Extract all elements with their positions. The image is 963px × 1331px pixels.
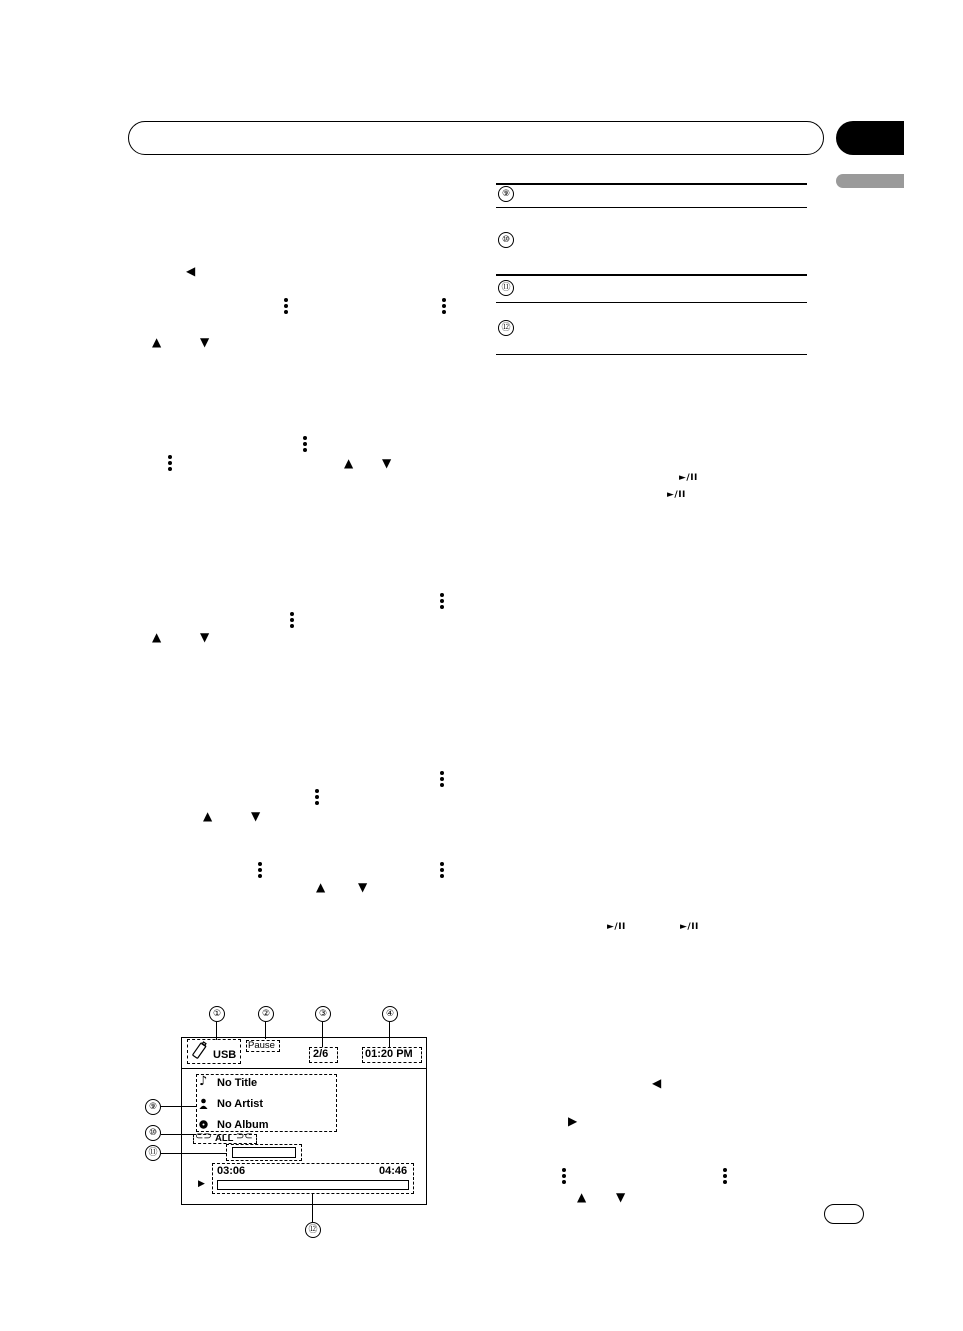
- repeat-icon: ⊂⊃: [195, 1131, 212, 1142]
- info-field: [232, 1147, 296, 1158]
- callout-4: ④: [382, 1006, 398, 1022]
- legend-number: ⑪: [498, 280, 514, 296]
- clock: 01:20 PM: [365, 1048, 413, 1060]
- language-tab: [836, 174, 904, 188]
- elapsed-time: 03:06: [217, 1165, 246, 1177]
- leader-line: [312, 1194, 313, 1222]
- left-arrow-icon: ◀: [186, 264, 196, 278]
- up-arrow-icon: ▲: [203, 809, 213, 823]
- chapter-header-bar: [128, 121, 824, 155]
- down-arrow-icon: ▼: [200, 630, 210, 644]
- multi-control-icon: [303, 436, 307, 454]
- repeat-mode: ALL: [215, 1133, 234, 1144]
- callout-1: ①: [209, 1006, 225, 1022]
- multi-control-icon: [723, 1168, 727, 1186]
- multi-control-icon: [290, 612, 294, 630]
- play-pause-icon: ►/II: [679, 473, 698, 483]
- multi-control-icon: [258, 862, 262, 880]
- progress-bar: [217, 1180, 409, 1190]
- table-rule: [496, 207, 807, 208]
- play-icon: ▶: [198, 1179, 205, 1189]
- callout-2: ②: [258, 1006, 274, 1022]
- down-arrow-icon: ▼: [358, 880, 368, 894]
- up-arrow-icon: ▲: [152, 335, 162, 349]
- track-artist: No Artist: [217, 1098, 264, 1110]
- callout-9: ⑨: [145, 1099, 161, 1115]
- callout-11: ⑪: [145, 1145, 161, 1161]
- multi-control-icon: [440, 771, 444, 789]
- table-rule: [496, 302, 807, 303]
- up-arrow-icon: ▲: [344, 456, 354, 470]
- table-rule: [496, 354, 807, 355]
- leader-line: [161, 1106, 197, 1107]
- multi-control-icon: [442, 298, 446, 316]
- up-arrow-icon: ▲: [316, 880, 326, 894]
- right-arrow-icon: ▶: [568, 1114, 578, 1128]
- status-label: Pause: [248, 1040, 275, 1051]
- down-arrow-icon: ▼: [200, 335, 210, 349]
- track-title: No Title: [217, 1077, 258, 1089]
- callout-3: ③: [315, 1006, 331, 1022]
- play-pause-icon: ►/II: [607, 922, 626, 932]
- legend-number: ⑨: [498, 186, 514, 202]
- legend-number: ⑫: [498, 320, 514, 336]
- left-arrow-icon: ◀: [652, 1076, 662, 1090]
- down-arrow-icon: ▼: [616, 1190, 626, 1204]
- section-tab: [836, 121, 904, 155]
- up-arrow-icon: ▲: [152, 630, 162, 644]
- track-album: No Album: [217, 1119, 269, 1131]
- progress-fill: [218, 1181, 342, 1189]
- page-number-badge: [824, 1204, 864, 1224]
- total-time: 04:46: [379, 1165, 408, 1177]
- multi-control-icon: [315, 789, 319, 807]
- leader-line: [161, 1153, 227, 1154]
- up-arrow-icon: ▲: [577, 1190, 587, 1204]
- multi-control-icon: [440, 593, 444, 611]
- multi-control-icon: [440, 862, 444, 880]
- play-pause-icon: ►/II: [680, 922, 699, 932]
- table-rule: [496, 183, 807, 185]
- track-counter: 2/6: [313, 1048, 329, 1060]
- down-arrow-icon: ▼: [251, 809, 261, 823]
- artist-icon: [199, 1098, 208, 1109]
- callout-12: ⑫: [305, 1222, 321, 1238]
- play-pause-icon: ►/II: [667, 490, 686, 500]
- multi-control-icon: [284, 298, 288, 316]
- callout-10: ⑩: [145, 1125, 161, 1141]
- multi-control-icon: [562, 1168, 566, 1186]
- down-arrow-icon: ▼: [382, 456, 392, 470]
- usb-memory-icon: [190, 1041, 208, 1061]
- screen-divider: [181, 1068, 427, 1069]
- source-label: USB: [213, 1049, 237, 1061]
- legend-number: ⑩: [498, 232, 514, 248]
- shuffle-icon: ⊃⊂: [236, 1131, 253, 1142]
- music-note-icon: ♪: [199, 1074, 208, 1089]
- album-icon: [199, 1120, 208, 1129]
- multi-control-icon: [168, 455, 172, 473]
- table-rule: [496, 274, 807, 276]
- leader-line: [161, 1134, 194, 1135]
